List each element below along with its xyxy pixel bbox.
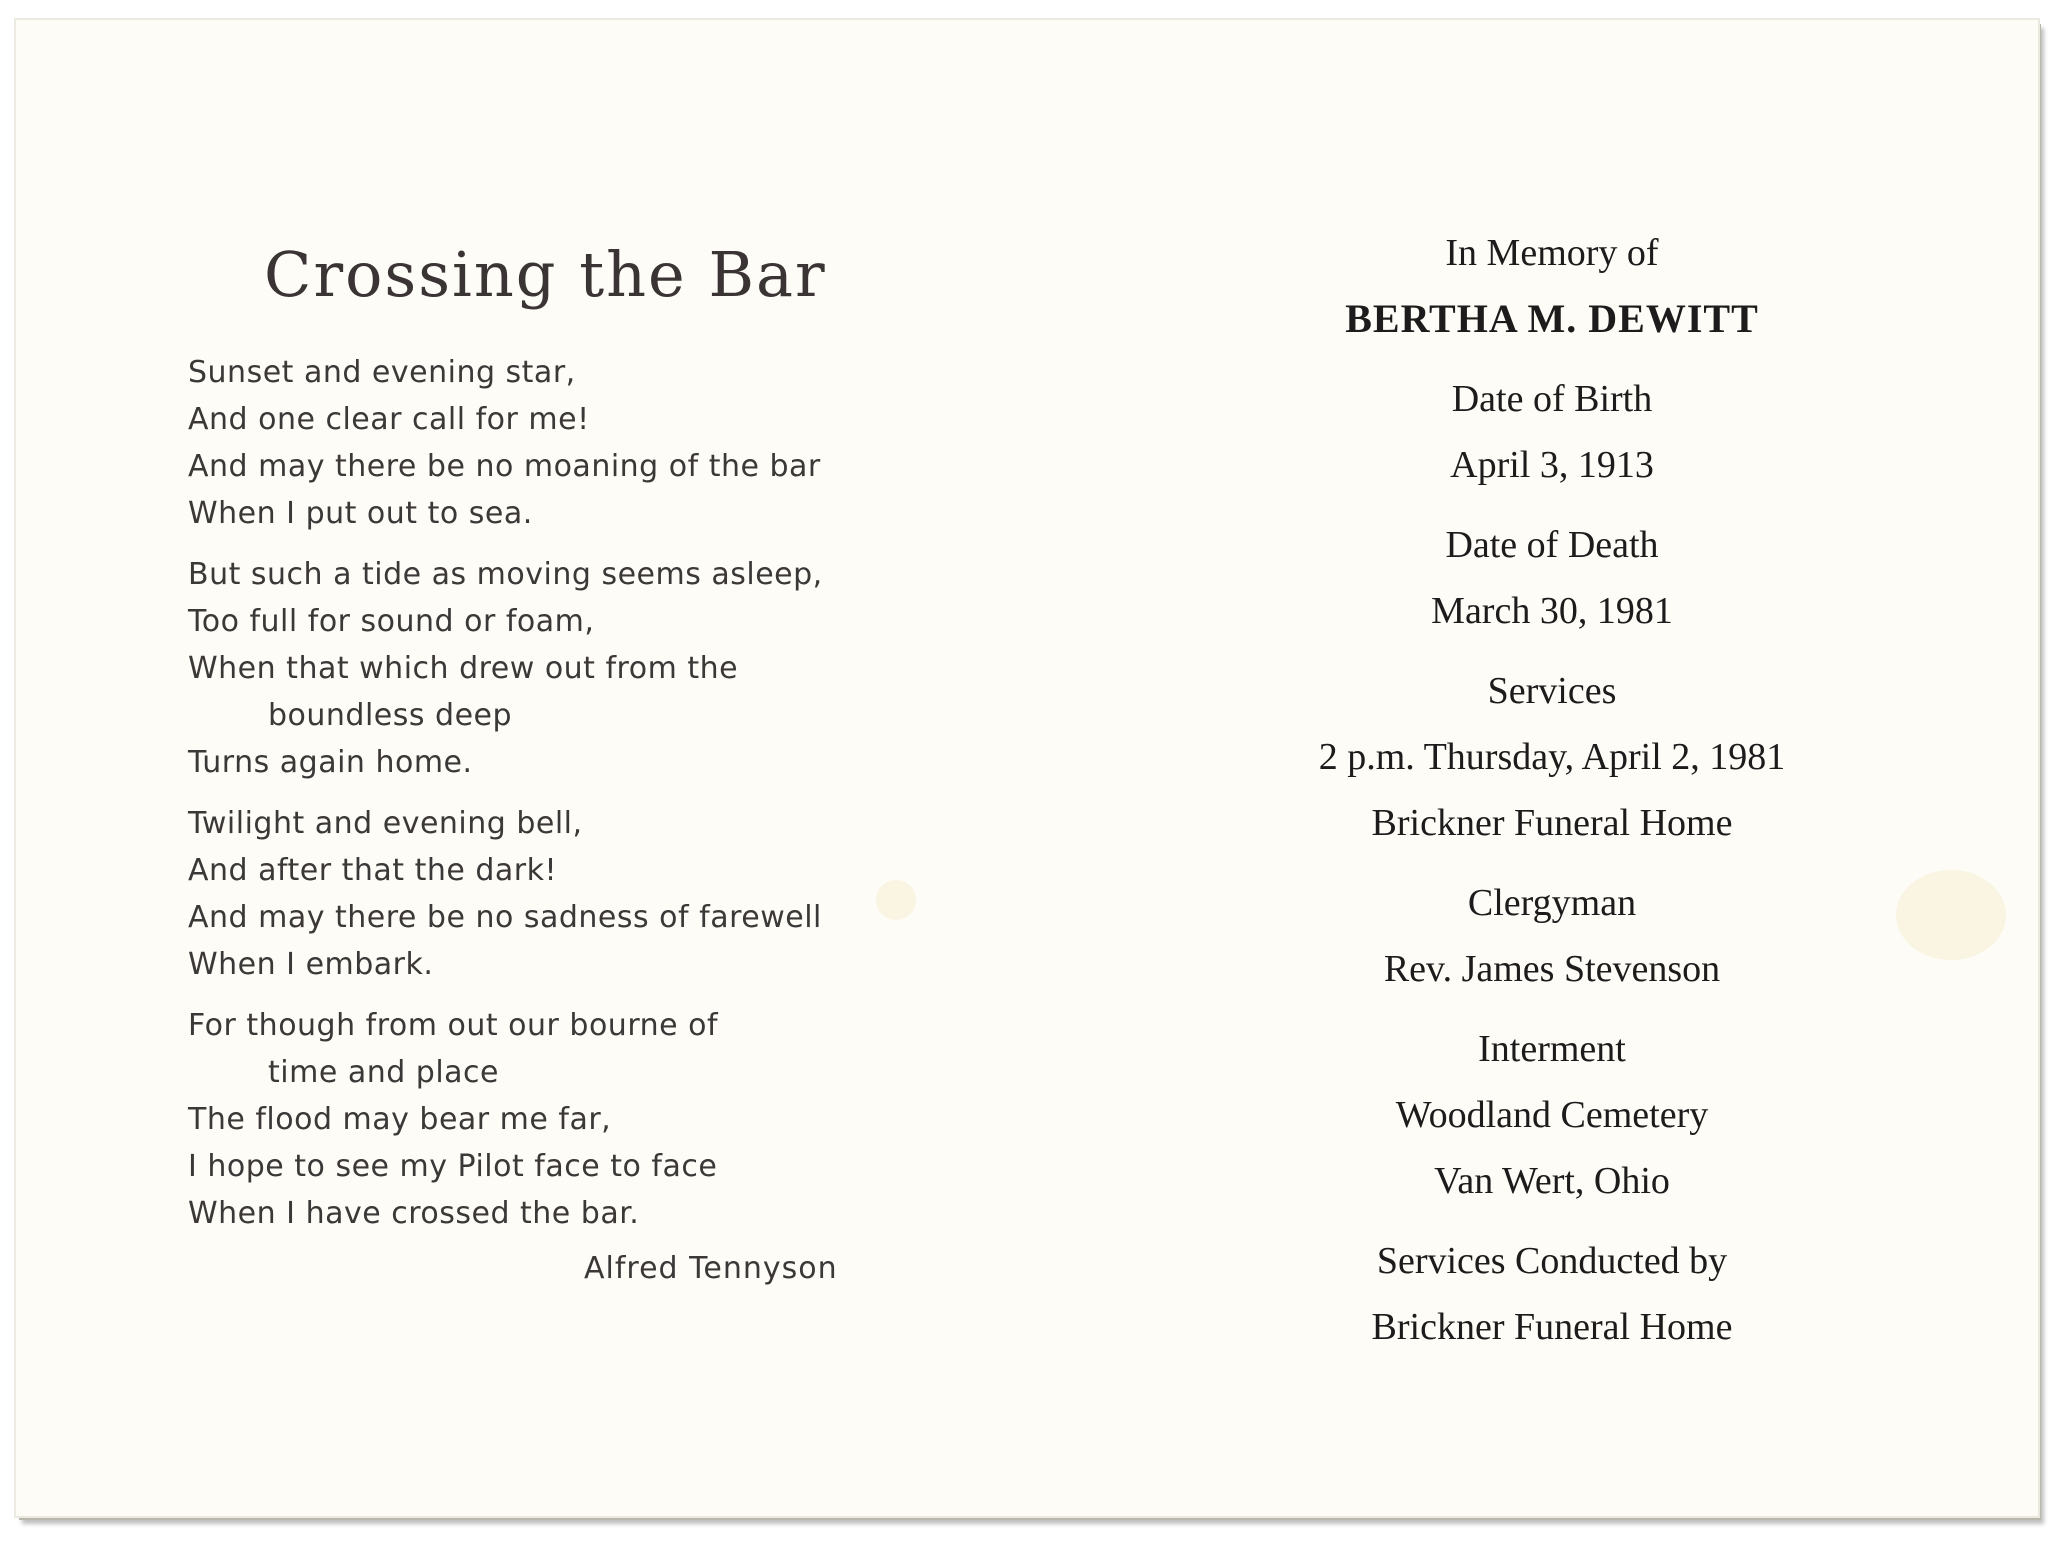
services-time: 2 p.m. Thursday, April 2, 1981 xyxy=(1318,736,1786,778)
interment-label: Interment xyxy=(1478,1028,1626,1070)
birth-group xyxy=(1232,366,1872,498)
death-group xyxy=(1232,512,1872,644)
poem-stanza xyxy=(188,1002,878,1237)
poem-line: I hope to see my Pilot face to face xyxy=(188,1149,718,1184)
clergy-name: Rev. James Stevenson xyxy=(1383,948,1721,990)
clergy-label: Clergyman xyxy=(1467,882,1637,924)
services-place: Brickner Funeral Home xyxy=(1371,802,1733,844)
poem-line: And after that the dark! xyxy=(188,853,558,888)
cemetery-location: Van Wert, Ohio xyxy=(1434,1160,1670,1202)
poem-title: Crossing the Bar xyxy=(264,238,827,311)
conducted-by: Brickner Funeral Home xyxy=(1371,1306,1733,1348)
cemetery-name: Woodland Cemetery xyxy=(1395,1094,1709,1136)
poem-author: Alfred Tennyson xyxy=(584,1251,838,1286)
poem-line: And one clear call for me! xyxy=(188,402,590,437)
poem-line: Sunset and evening star, xyxy=(188,355,576,390)
clergy-group xyxy=(1232,870,1872,1002)
poem-line: And may there be no sadness of farewell xyxy=(188,900,822,935)
poem-stanza xyxy=(188,800,878,988)
poem-stanza xyxy=(188,349,878,537)
memorial-card xyxy=(16,20,2038,1516)
poem-line: But such a tide as moving seems asleep, xyxy=(188,557,823,592)
poem-line: Turns again home. xyxy=(188,745,473,780)
birth-date: April 3, 1913 xyxy=(1450,444,1654,486)
poem-line: Too full for sound or foam, xyxy=(188,604,595,639)
paper-stain xyxy=(1896,870,2006,960)
services-group xyxy=(1232,658,1872,856)
poem-line: When I embark. xyxy=(188,947,434,982)
death-label: Date of Death xyxy=(1445,524,1659,566)
poem-line: Twilight and evening bell, xyxy=(188,806,583,841)
poem-section xyxy=(188,238,878,1286)
poem-line: When I put out to sea. xyxy=(188,496,533,531)
poem-line: When that which drew out from the xyxy=(188,651,739,686)
paper-stain xyxy=(876,880,916,920)
death-date: March 30, 1981 xyxy=(1431,590,1673,632)
poem-line: When I have crossed the bar. xyxy=(188,1196,640,1231)
memorial-details xyxy=(1232,220,1872,1374)
interment-group xyxy=(1232,1016,1872,1214)
memory-heading: In Memory of xyxy=(1445,232,1659,274)
poem-line: The flood may bear me far, xyxy=(188,1102,612,1137)
services-label: Services xyxy=(1487,670,1617,712)
poem-line: boundless deep xyxy=(268,698,513,733)
deceased-name: BERTHA M. DEWITT xyxy=(1345,296,1759,341)
memory-group xyxy=(1232,220,1872,352)
birth-label: Date of Birth xyxy=(1451,378,1653,420)
poem-stanza xyxy=(188,551,878,786)
poem-line: For though from out our bourne of xyxy=(188,1008,719,1043)
conducted-group xyxy=(1232,1228,1872,1360)
poem-line: time and place xyxy=(268,1055,500,1090)
poem-line: And may there be no moaning of the bar xyxy=(188,449,821,484)
conducted-label: Services Conducted by xyxy=(1376,1240,1728,1282)
